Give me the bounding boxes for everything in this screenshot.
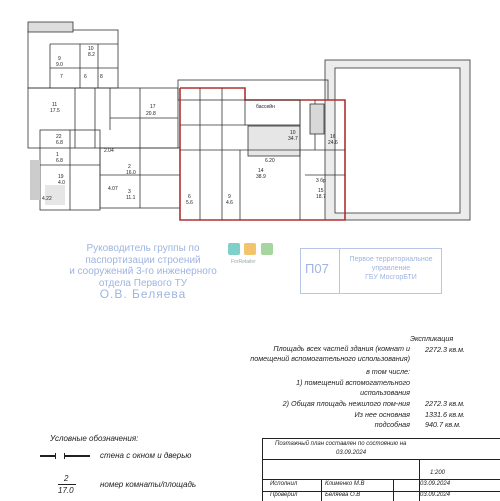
svg-text:1: 1	[56, 152, 59, 158]
svg-text:6: 6	[84, 74, 87, 80]
svg-text:7: 7	[60, 74, 63, 80]
svg-text:11: 11	[52, 102, 58, 108]
explication-aux2: использования	[360, 388, 410, 397]
svg-text:18.7: 18.7	[316, 194, 326, 200]
svg-text:6: 6	[188, 194, 191, 200]
svg-text:19: 19	[58, 174, 64, 180]
stamp-left-line4: отдела Первого ТУ	[98, 277, 188, 289]
svg-text:4.6: 4.6	[226, 200, 233, 206]
titleblock-role1: Исполнил	[270, 481, 298, 487]
titleblock-compiled: Поэтажный план составлен по состоянию на	[275, 441, 407, 447]
legend-room-num: 2	[64, 474, 69, 483]
svg-text:6.8: 6.8	[56, 158, 63, 164]
legend-room-text: номер комнаты/площадь	[100, 480, 197, 489]
svg-text:2.04: 2.04	[104, 148, 114, 154]
watermark-logo	[228, 242, 276, 256]
legend-wall-symbol	[40, 455, 90, 457]
svg-text:20.8: 20.8	[146, 111, 156, 117]
floor-plan	[0, 0, 500, 225]
explication-main-value: 1331.6 кв.м.	[425, 410, 466, 419]
svg-text:24.6: 24.6	[328, 140, 338, 146]
stamp-left	[58, 243, 228, 301]
stamp-right-line3: ГБУ МосгорБТИ	[365, 274, 417, 281]
stamp-left-line2: паспортизации строений	[85, 254, 201, 266]
svg-text:9.0: 9.0	[56, 62, 63, 68]
svg-text:10: 10	[290, 130, 296, 136]
svg-text:9: 9	[228, 194, 231, 200]
legend-wall-text: стена с окном и дверью	[100, 451, 192, 460]
svg-text:38.9: 38.9	[256, 174, 266, 180]
titleblock-scale: 1:200	[430, 470, 446, 476]
explication-title: Экспликация	[410, 334, 454, 343]
stamp-left-line3: и сооружений 3-го инженерного	[69, 266, 217, 277]
svg-text:5.6: 5.6	[186, 200, 193, 206]
pool-label: бассейн	[256, 104, 275, 110]
legend-room-divider	[58, 484, 76, 485]
stamp-right	[300, 248, 442, 294]
titleblock-date2: 03.09.2024	[420, 492, 451, 498]
svg-text:4.22: 4.22	[42, 196, 52, 202]
svg-text:2: 2	[128, 164, 131, 170]
titleblock-date: 03.09.2024	[336, 450, 367, 456]
explication-including: в том числе:	[366, 367, 410, 376]
title-block	[262, 438, 500, 501]
svg-text:3: 3	[128, 189, 131, 195]
titleblock-name1: Клименко М.В	[325, 481, 365, 487]
svg-text:11.1: 11.1	[126, 195, 136, 201]
stamp-right-line1: Первое территориальное	[349, 256, 433, 263]
svg-text:22: 22	[56, 134, 62, 140]
stamp-left-line5: О.В. Беляева	[99, 287, 187, 301]
svg-text:17.5: 17.5	[50, 108, 60, 114]
titleblock-role2: Проверил	[270, 492, 298, 498]
svg-text:14: 14	[258, 168, 264, 174]
plan-block-top-left	[28, 30, 118, 88]
room-9-label: 9	[58, 56, 61, 62]
titleblock-date1: 03.09.2024	[420, 481, 451, 487]
explication-total-label-2: помещений вспомогательного использования)	[250, 354, 410, 363]
svg-text:4.0: 4.0	[58, 180, 65, 186]
svg-text:4.07: 4.07	[108, 186, 118, 192]
svg-text:3 бр: 3 бр	[316, 178, 326, 184]
explication-sub-value: 940.7 кв.м.	[425, 420, 462, 429]
svg-text:17: 17	[150, 104, 156, 110]
svg-text:6.20: 6.20	[265, 158, 275, 164]
explication-nonres: 2) Общая площадь нежилого пом-ния	[282, 399, 410, 408]
svg-text:8: 8	[100, 74, 103, 80]
titleblock-name2: Беляева О.В	[325, 492, 361, 498]
svg-text:34.7: 34.7	[288, 136, 298, 142]
explication-main-label: Из нее основная	[354, 410, 410, 419]
stamp-left-line1: Руководитель группы по	[86, 243, 200, 254]
legend-title: Условные обозначения:	[50, 434, 139, 443]
explication-sub-label: подсобная	[374, 420, 410, 429]
watermark-text: ForRetailer	[231, 259, 256, 265]
stamp-right-number: П07	[305, 261, 329, 276]
explication-total-label-1: Площадь всех частей здания (комнат и	[273, 344, 410, 353]
svg-text:6.8: 6.8	[56, 140, 63, 146]
svg-text:16: 16	[330, 134, 336, 140]
legend-wall-gap	[55, 453, 65, 459]
stamp-right-line2: управление	[371, 265, 411, 272]
svg-text:8.2: 8.2	[88, 52, 95, 58]
explication-total-value: 2272.3 кв.м.	[425, 345, 466, 354]
explication-aux: 1) помещений вспомогательного	[296, 378, 410, 387]
svg-text:16.0: 16.0	[126, 170, 136, 176]
legend-room-area: 17.0	[58, 486, 74, 495]
explication-nonres-value: 2272.3 кв.м.	[425, 399, 466, 408]
svg-text:15: 15	[318, 188, 324, 194]
svg-text:10: 10	[88, 46, 94, 52]
